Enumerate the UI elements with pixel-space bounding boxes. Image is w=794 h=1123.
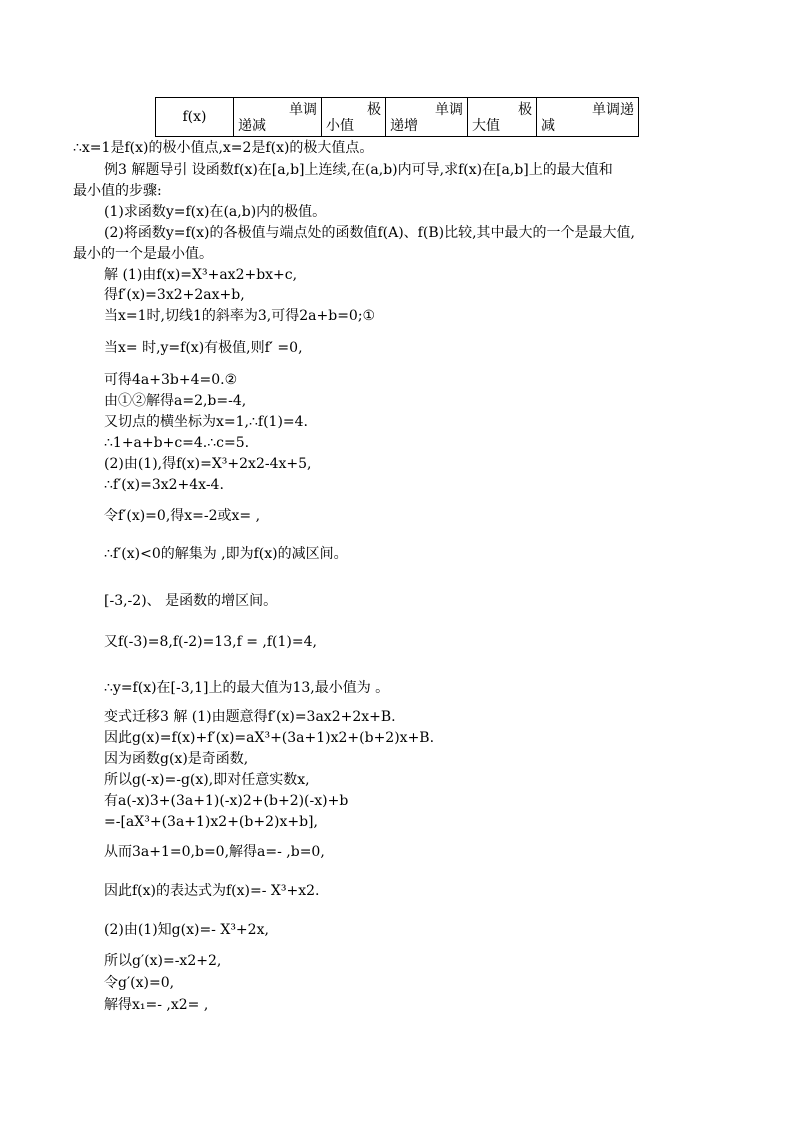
table-cell [468,98,537,137]
text-line: =-[aX³+(3a+1)x2+(b+2)x+b], [104,814,318,830]
text-line: 最小值的步骤: [73,183,162,199]
cell-top-text: 极 [518,102,532,118]
text-line: 令g′(x)=0, [104,975,175,991]
cell-top-text: 极 [367,102,381,118]
text-line: 令f′(x)=0,得x=-2或x= , [104,508,261,524]
table-cell [386,98,468,137]
text-line: (2)由(1)知g(x)=- X³+2x, [104,922,269,938]
text-line: 所以g(-x)=-g(x),即对任意实数x, [104,772,310,788]
text-line: 因此g(x)=f(x)+f′(x)=aX³+(3a+1)x2+(b+2)x+B. [104,730,435,746]
text-line: 变式迁移3 解 (1)由题意得f′(x)=3ax2+2x+B. [104,709,396,725]
cell-bottom-text: 小值 [326,118,354,134]
text-line: (1)求函数y=f(x)在(a,b)内的极值。 [104,204,327,220]
text-line: (2)将函数y=f(x)的各极值与端点处的函数值f(A)、f(B)比较,其中最大的一个是最大值, [104,225,635,241]
text-line: 有a(-x)3+(3a+1)(-x)2+(b+2)(-x)+b [104,793,349,809]
text-line: ∴1+a+b+c=4.∴c=5. [104,435,250,451]
table-cell [537,98,639,137]
cell-bottom-text: 递减 [238,118,266,134]
text-line: 例3 解题导引 设函数f(x)在[a,b]上连续,在(a,b)内可导,求f(x)在[a,b]上的最大值和 [104,162,613,178]
text-line: 所以g′(x)=-x2+2, [104,953,222,969]
text-line: 当x=1时,切线1的斜率为3,可得2a+b=0;① [104,308,376,324]
cell-top-text: 单调递 [592,102,634,118]
text-line: 又切点的横坐标为x=1,∴f(1)=4. [104,414,308,430]
table-cell [322,98,386,137]
text-line: 因为函数g(x)是奇函数, [104,751,249,767]
cell-top-text: 单调 [435,102,463,118]
text-line: 又f(-3)=8,f(-2)=13,f = ,f(1)=4, [104,634,317,650]
text-line: ∴f′(x)=3x2+4x-4. [104,477,224,493]
text-line: 解 (1)由f(x)=X³+ax2+bx+c, [104,267,298,283]
text-line: (2)由(1),得f(x)=X³+2x2-4x+5, [104,456,312,472]
table-head-cell [156,98,234,137]
text-line: 当x= 时,y=f(x)有极值,则f′ =0, [104,340,303,356]
table-cell [234,98,322,137]
table-head-label: f(x) [182,109,207,125]
text-line: ∴f′(x)<0的解集为 ,即为f(x)的减区间。 [104,546,348,562]
text-line: 由①②解得a=2,b=-4, [104,393,247,409]
cell-bottom-text: 减 [541,118,555,134]
text-line: ∴x=1是f(x)的极小值点,x=2是f(x)的极大值点。 [73,140,374,156]
text-line: 因此f(x)的表达式为f(x)=- X³+x2. [104,883,320,899]
text-line: 得f′(x)=3x2+2ax+b, [104,287,245,303]
cell-bottom-text: 大值 [472,118,500,134]
text-line: 可得4a+3b+4=0.② [104,372,238,388]
monotonicity-table [155,97,639,137]
cell-top-text: 单调 [289,102,317,118]
text-line: ∴y=f(x)在[-3,1]上的最大值为13,最小值为 。 [104,680,390,696]
cell-bottom-text: 递增 [390,118,418,134]
text-line: 最小的一个是最小值。 [73,246,213,262]
text-line: [-3,-2)、 是函数的增区间。 [104,593,278,609]
text-line: 解得x₁=- ,x2= , [104,997,209,1013]
text-line: 从而3a+1=0,b=0,解得a=- ,b=0, [104,844,325,860]
